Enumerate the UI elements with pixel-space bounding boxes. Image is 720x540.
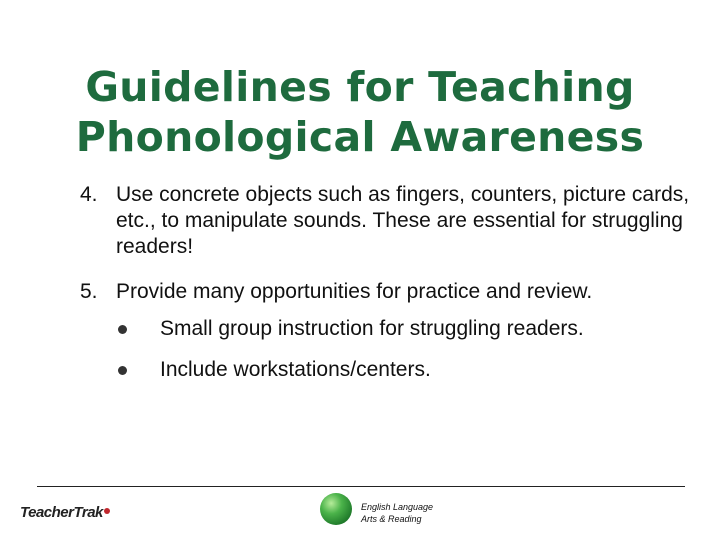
numbered-item-4	[80, 182, 690, 260]
item-text: Use concrete objects such as fingers, counters, picture cards, etc., to manipulate sounds. These are essential for struggling readers!	[116, 183, 690, 258]
item-text: Provide many opportunities for practice and review.	[116, 280, 593, 303]
item-number: 5.	[80, 280, 98, 303]
item-number: 4.	[80, 183, 98, 206]
green-orb-icon	[320, 493, 352, 525]
logo-text: TeacherTrak	[20, 504, 103, 521]
logo-mark-icon	[104, 508, 110, 514]
sub-bullet-workstations	[118, 357, 678, 383]
slide-title-line-2: Phonological Awareness	[75, 113, 645, 161]
slide-title-line-1: Guidelines for Teaching	[85, 63, 635, 111]
teachertrak-logo	[20, 504, 110, 521]
org-label	[361, 501, 433, 525]
org-line-1: English Language	[361, 502, 434, 512]
sub-bullet-small-group	[118, 316, 678, 342]
bullet-dot-icon	[118, 366, 127, 375]
org-line-2: Arts & Reading	[361, 514, 422, 524]
bullet-dot-icon	[118, 325, 127, 334]
footer-divider	[37, 486, 685, 487]
slide-title	[0, 62, 720, 162]
sub-bullet-text: Include workstations/centers.	[160, 358, 431, 381]
numbered-item-5	[80, 279, 690, 305]
sub-bullet-text: Small group instruction for struggling readers.	[160, 317, 584, 340]
